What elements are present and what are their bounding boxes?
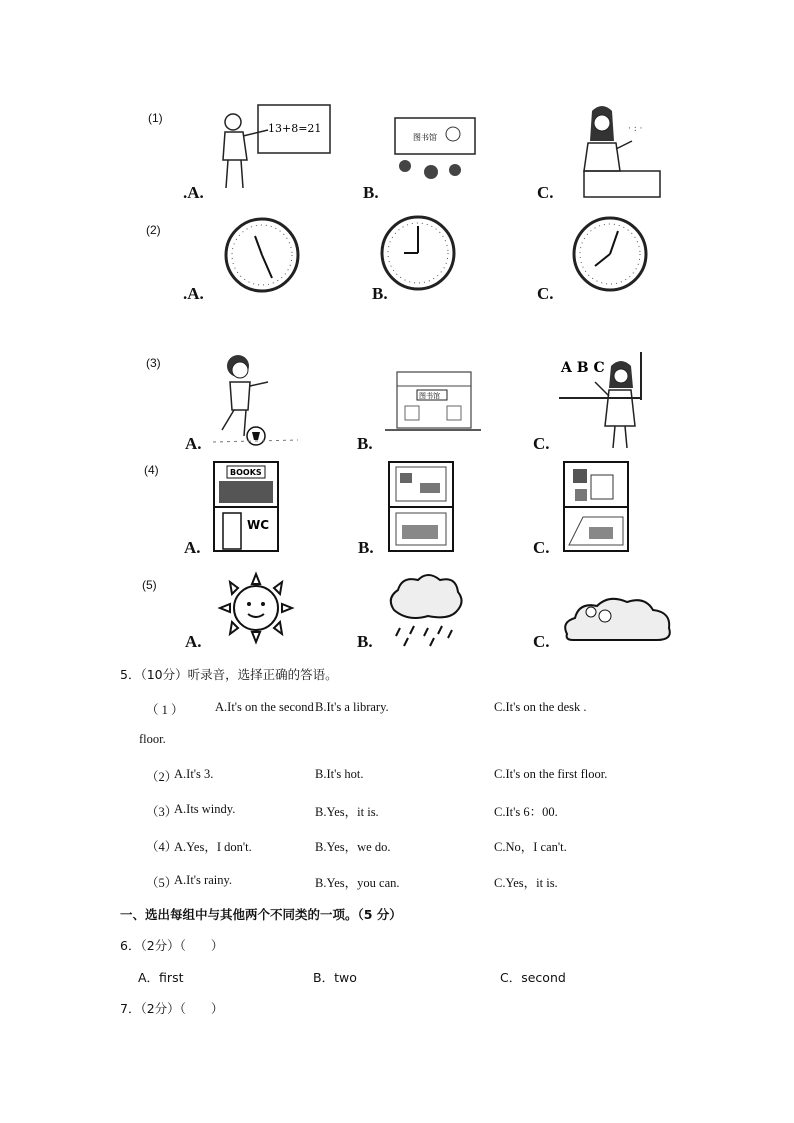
s5-row4-option-a[interactable]: A.Yes，I don't. (174, 840, 252, 854)
books-wc-building-image (213, 461, 279, 552)
abc-board-text: A B C (561, 360, 605, 376)
library-sign-text: 图书馆 (413, 133, 437, 142)
sun-icon (210, 568, 302, 648)
girl-teacher-image (572, 101, 662, 199)
q6-option-b[interactable]: B．two (313, 970, 357, 985)
books-sign-text: BOOKS (230, 468, 262, 477)
s5-row1-number: （ 1 ） (146, 703, 184, 717)
s5-row2-option-b[interactable]: B.It's hot. (315, 767, 364, 781)
s5-row1-option-b[interactable]: B.It's a library. (315, 700, 389, 714)
girl-teaching-abc-image (559, 352, 644, 452)
s5-row5-option-a[interactable]: A.It's rainy. (174, 873, 233, 887)
s5-row5-option-b[interactable]: B.Yes，you can. (315, 876, 400, 890)
svg-text:· : ·: · : · (628, 124, 643, 134)
clock-c-icon (570, 214, 650, 294)
rain-cloud-icon (384, 570, 466, 650)
s5-row2-option-c[interactable]: C.It's on the first floor. (494, 767, 608, 781)
pic-q4-number: (4) (144, 463, 159, 477)
s5-row4-number: （4） (146, 840, 178, 854)
board-math-text: 13+8=21 (268, 122, 322, 135)
pic-q3-option-b[interactable]: B. (357, 434, 373, 453)
s5-row3-number: （3） (146, 805, 178, 819)
pic-q3-option-c[interactable]: C. (533, 434, 550, 453)
clock-b-icon (378, 213, 458, 293)
s5-row4-option-b[interactable]: B.Yes，we do. (315, 840, 391, 854)
library-kids-image (393, 116, 478, 186)
q6-option-c[interactable]: C．second (500, 970, 566, 985)
cloud-icon (561, 590, 677, 646)
pic-q5-option-a[interactable]: A. (185, 632, 202, 651)
s5-row3-option-a[interactable]: A.Its windy. (174, 802, 236, 816)
wc-sign-text: WC (247, 518, 270, 532)
pic-q5-option-b[interactable]: B. (357, 632, 373, 651)
s5-row4-option-c[interactable]: C.No，I can't. (494, 840, 567, 854)
pic-q4-option-c[interactable]: C. (533, 538, 550, 557)
section5-title: 5．（10分）听录音，选择正确的答语。 (120, 667, 338, 682)
pic-q1-option-c[interactable]: C. (537, 183, 554, 202)
teacher-at-blackboard-image (213, 100, 333, 195)
pic-q1-option-a[interactable]: .A. (183, 183, 204, 202)
s5-row5-number: （5） (146, 876, 178, 890)
pic-q2-option-a[interactable]: .A. (183, 284, 204, 303)
pic-q1-option-b[interactable]: B. (363, 183, 379, 202)
s5-row1-option-a-wrap: floor. (139, 732, 166, 746)
pic-q2-option-b[interactable]: B. (372, 284, 388, 303)
pic-q2-option-c[interactable]: C. (537, 284, 554, 303)
s5-row3-option-c[interactable]: C.It's 6：00. (494, 805, 558, 819)
pic-q4-option-a[interactable]: A. (184, 538, 201, 557)
s5-row2-number: （2） (146, 770, 178, 784)
library-building-image (383, 362, 483, 434)
room-building-c-image (563, 461, 629, 552)
pic-q3-number: (3) (146, 356, 161, 370)
boy-playing-football-image (208, 352, 303, 448)
pic-q1-number: (1) (148, 111, 163, 125)
building-sign-text: 图书馆 (419, 392, 440, 400)
classroom-building-b-image (388, 461, 454, 552)
pic-q4-option-b[interactable]: B. (358, 538, 374, 557)
q6-option-a[interactable]: A．first (138, 970, 184, 985)
pic-q5-number: (5) (142, 578, 157, 592)
pic-q5-option-c[interactable]: C. (533, 632, 550, 651)
s5-row3-option-b[interactable]: B.Yes，it is. (315, 805, 379, 819)
s5-row2-option-a[interactable]: A.It's 3. (174, 767, 214, 781)
pic-q2-number: (2) (146, 223, 161, 237)
clock-a-icon (222, 216, 302, 294)
s5-row5-option-c[interactable]: C.Yes，it is. (494, 876, 558, 890)
s5-row1-option-c[interactable]: C.It's on the desk . (494, 700, 587, 714)
s5-row1-option-a[interactable]: A.It's on the second (215, 700, 314, 714)
q7-stem: 7．（2分）（ ） (120, 1001, 224, 1016)
section1-title: 一、选出每组中与其他两个不同类的一项。（5 分） (120, 907, 402, 922)
q6-stem: 6．（2分）（ ） (120, 938, 224, 953)
pic-q3-option-a[interactable]: A. (185, 434, 202, 453)
